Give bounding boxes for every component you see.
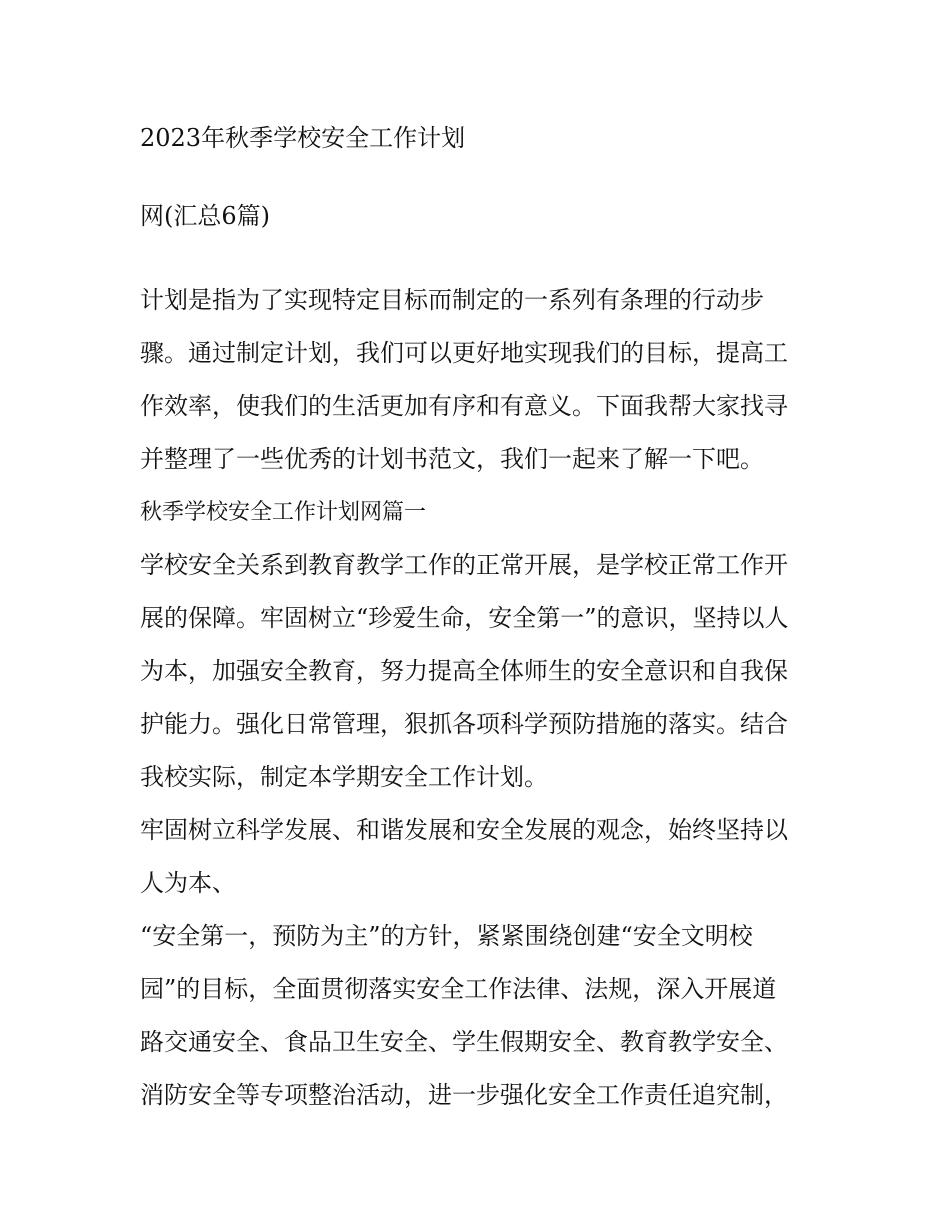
paragraph-line: 学校安全关系到教育教学工作的正常开展，是学校正常工作开 bbox=[140, 551, 788, 579]
paragraph-line: 牢固树立科学发展、和谐发展和安全发展的观念，始终坚持以 bbox=[140, 816, 788, 844]
paragraph-line: 骤。通过制定计划，我们可以更好地实现我们的目标，提高工 bbox=[140, 339, 788, 367]
title-line: 网(汇总6篇) bbox=[140, 202, 270, 230]
paragraph-line: 护能力。强化日常管理，狠抓各项科学预防措施的落实。结合 bbox=[140, 710, 788, 738]
paragraph-line: 为本，加强安全教育，努力提高全体师生的安全意识和自我保 bbox=[140, 657, 788, 685]
document-title bbox=[140, 112, 820, 268]
paragraph-line: “安全第一，预防为主”的方针，紧紧围绕创建“安全文明校 bbox=[140, 922, 753, 950]
paragraph-line: 展的保障。牢固树立“珍爱生命，安全第一”的意识，坚持以人 bbox=[140, 604, 789, 632]
paragraph-line: 作效率，使我们的生活更加有序和有意义。下面我帮大家找寻 bbox=[140, 392, 788, 420]
paragraph-line: 园”的目标，全面贯彻落实安全工作法律、法规，深入开展道 bbox=[140, 975, 777, 1003]
paragraph-line: 路交通安全、食品卫生安全、学生假期安全、教育教学安全、 bbox=[140, 1028, 788, 1056]
paragraph-line: 消防安全等专项整治活动，进一步强化安全工作责任追究制， bbox=[140, 1081, 788, 1109]
paragraph-line: 并整理了一些优秀的计划书范文，我们一起来了解一下吧。 bbox=[140, 445, 764, 473]
section-heading: 秋季学校安全工作计划网篇一 bbox=[140, 500, 427, 525]
paragraph-line: 计划是指为了实现特定目标而制定的一系列有条理的行动步 bbox=[140, 286, 764, 314]
title-line: 2023年秋季学校安全工作计划 bbox=[140, 124, 466, 152]
paragraph-line: 我校实际，制定本学期安全工作计划。 bbox=[140, 763, 548, 791]
document-body bbox=[140, 274, 830, 1122]
paragraph-line: 人为本、 bbox=[140, 869, 236, 897]
